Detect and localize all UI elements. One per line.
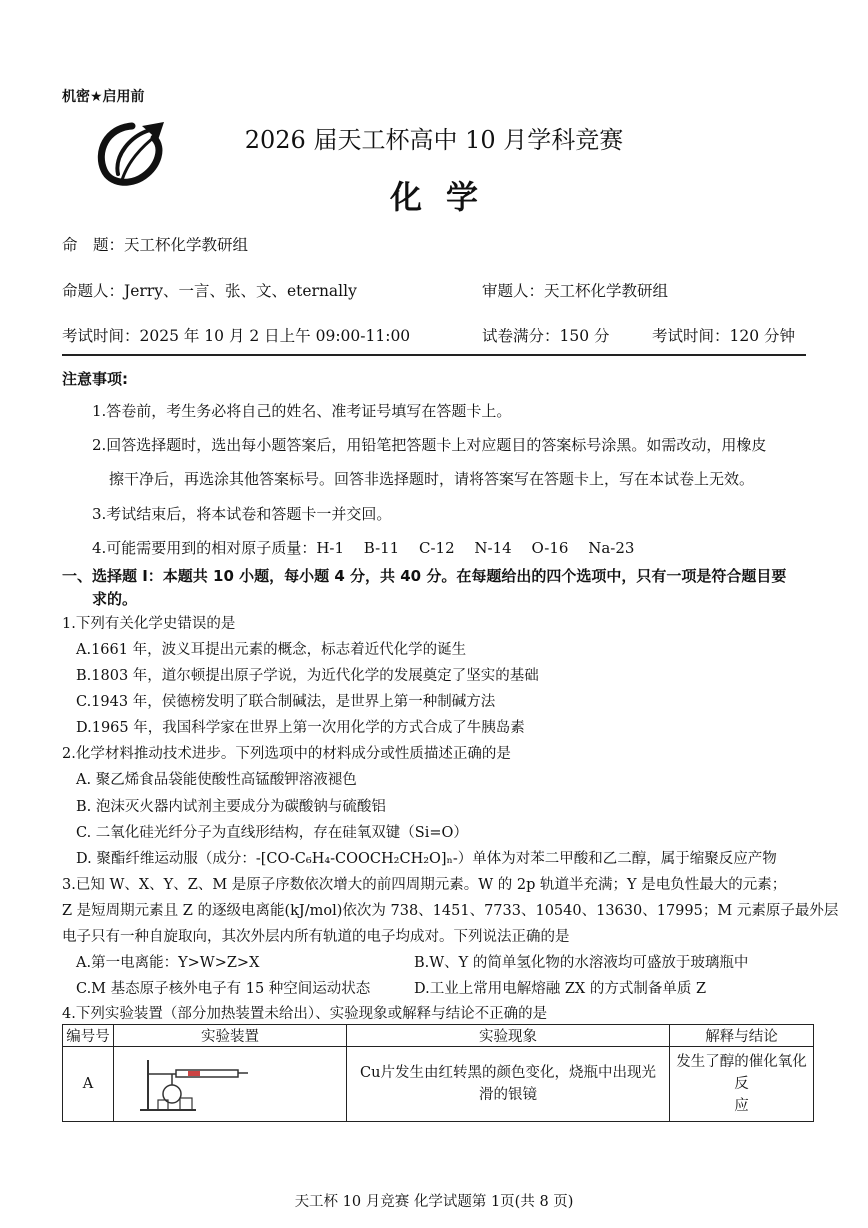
question-1-option-b: B.1803 年，道尔顿提出原子学说，为近代化学的发展奠定了坚实的基础 (76, 668, 539, 684)
full-score-line: 试卷满分：150 分 (482, 327, 610, 345)
phenomenon-text: 滑的银镜 (479, 1087, 537, 1103)
confidential-label: 机密★启用前 (62, 89, 145, 105)
phenomenon-text: Cu片发生由红转黑的颜色变化，烧瓶中出现光 (360, 1065, 656, 1081)
table-header-row (63, 1025, 814, 1047)
subject-title: 化学 (389, 178, 502, 216)
question-3-option-a: A.第一电离能：Y>W>Z>X (76, 955, 260, 971)
section-heading: 一、选择题 I：本题共 10 小题，每小题 4 分，共 40 分。在每题给出的四个选项中，只有一项是符合题目要 (62, 567, 787, 585)
table-header-cell: 编号号 (63, 1025, 114, 1047)
conclusion-text: 发生了醇的催化氧化反 (676, 1054, 807, 1092)
question-2-stem: 2.化学材料推动技术进步。下列选项中的材料成分或性质描述正确的是 (62, 746, 511, 762)
exam-time-line: 考试时间：2025 年 10 月 2 日上午 09:00-11:00 (62, 327, 411, 345)
notice-item: 3.考试结束后，将本试卷和答题卡一并交回。 (92, 505, 392, 523)
question-2-option-d: D. 聚酯纤维运动服（成分：-[CO-C₆H₄-COOCH₂CH₂O]ₙ-）单体为对苯二甲酸和乙二醇，属于缩聚反应产物 (76, 851, 777, 867)
exam-title: 2026 届天工杯高中 10 月学科竞赛 (244, 126, 624, 154)
question-3-option-b: B.W、Y 的简单氢化物的水溶液均可盛放于玻璃瓶中 (414, 955, 749, 971)
question-1-stem: 1.下列有关化学史错误的是 (62, 616, 236, 632)
question-2-option-b: B. 泡沫灭火器内试剂主要成分为碳酸钠与硫酸铝 (76, 799, 386, 815)
question-1-option-a: A.1661 年，波义耳提出元素的概念，标志着近代化学的诞生 (76, 642, 467, 658)
table-header-cell: 实验装置 (114, 1025, 347, 1047)
notice-item: 4.可能需要用到的相对原子质量：H-1 B-11 C-12 N-14 O-16 Na-23 (92, 539, 635, 557)
table-header-cell: 解释与结论 (670, 1025, 814, 1047)
question-2-option-a: A. 聚乙烯食品袋能使酸性高锰酸钾溶液褪色 (76, 772, 357, 788)
conclusion-text: 应 (734, 1098, 749, 1114)
row-id: A (63, 1047, 114, 1122)
apparatus-image (114, 1047, 347, 1122)
notice-heading: 注意事项: (62, 370, 128, 388)
distillation-apparatus-icon (136, 1052, 256, 1116)
question-3-stem: 3.已知 W、X、Y、Z、M 是原子序数依次增大的前四周期元素。W 的 2p 轨道半充满；Y 是电负性最大的元素； (62, 877, 787, 893)
proposer-line: 命 题：天工杯化学教研组 (62, 236, 249, 254)
question-3-stem: Z 是短周期元素且 Z 的逐级电离能(kJ/mol)依次为 738、1451、7733、10540、13630、17995；M 元素原子最外层 (62, 903, 839, 919)
question-3-stem: 电子只有一种自旋取向，其次外层内所有轨道的电子均成对。下列说法正确的是 (62, 929, 570, 945)
notice-item-continued: 擦干净后，再选涂其他答案标号。回答非选择题时，请将答案写在答题卡上，写在本试卷上无效。 (109, 470, 755, 488)
authors-line: 命题人：Jerry、一言、张、文、eternally (62, 282, 357, 300)
question-3-option-c: C.M 基态原子核外电子有 15 种空间运动状态 (76, 981, 371, 997)
notice-item: 1.答卷前，考生务必将自己的姓名、准考证号填写在答题卡上。 (92, 402, 512, 420)
question-3-option-d: D.工业上常用电解熔融 ZX 的方式制备单质 Z (414, 981, 707, 997)
header-divider (62, 354, 806, 356)
question-4-stem: 4.下列实验装置（部分加热装置未给出）、实验现象或解释与结论不正确的是 (62, 1006, 548, 1022)
question-1-option-d: D.1965 年，我国科学家在世界上第一次用化学的方式合成了牛胰岛素 (76, 720, 525, 736)
conclusion-cell (670, 1047, 814, 1122)
notice-item: 2.回答选择题时，选出每小题答案后，用铅笔把答题卡上对应题目的答案标号涂黑。如需改动，用橡皮 (92, 436, 767, 454)
section-heading-continued: 求的。 (92, 590, 138, 608)
experiment-table (62, 1024, 814, 1122)
page-footer: 天工杯 10 月竞赛 化学试题第 1页(共 8 页) (294, 1194, 574, 1210)
phenomenon-cell (347, 1047, 670, 1122)
reviewer-line: 审题人：天工杯化学教研组 (482, 282, 669, 300)
duration-line: 考试时间：120 分钟 (652, 327, 796, 345)
table-header-cell: 实验现象 (347, 1025, 670, 1047)
question-2-option-c: C. 二氧化硅光纤分子为直线形结构，存在硅氧双键（Si=O） (76, 825, 468, 841)
question-1-option-c: C.1943 年，侯德榜发明了联合制碱法，是世界上第一种制碱方法 (76, 694, 496, 710)
table-row (63, 1047, 814, 1122)
